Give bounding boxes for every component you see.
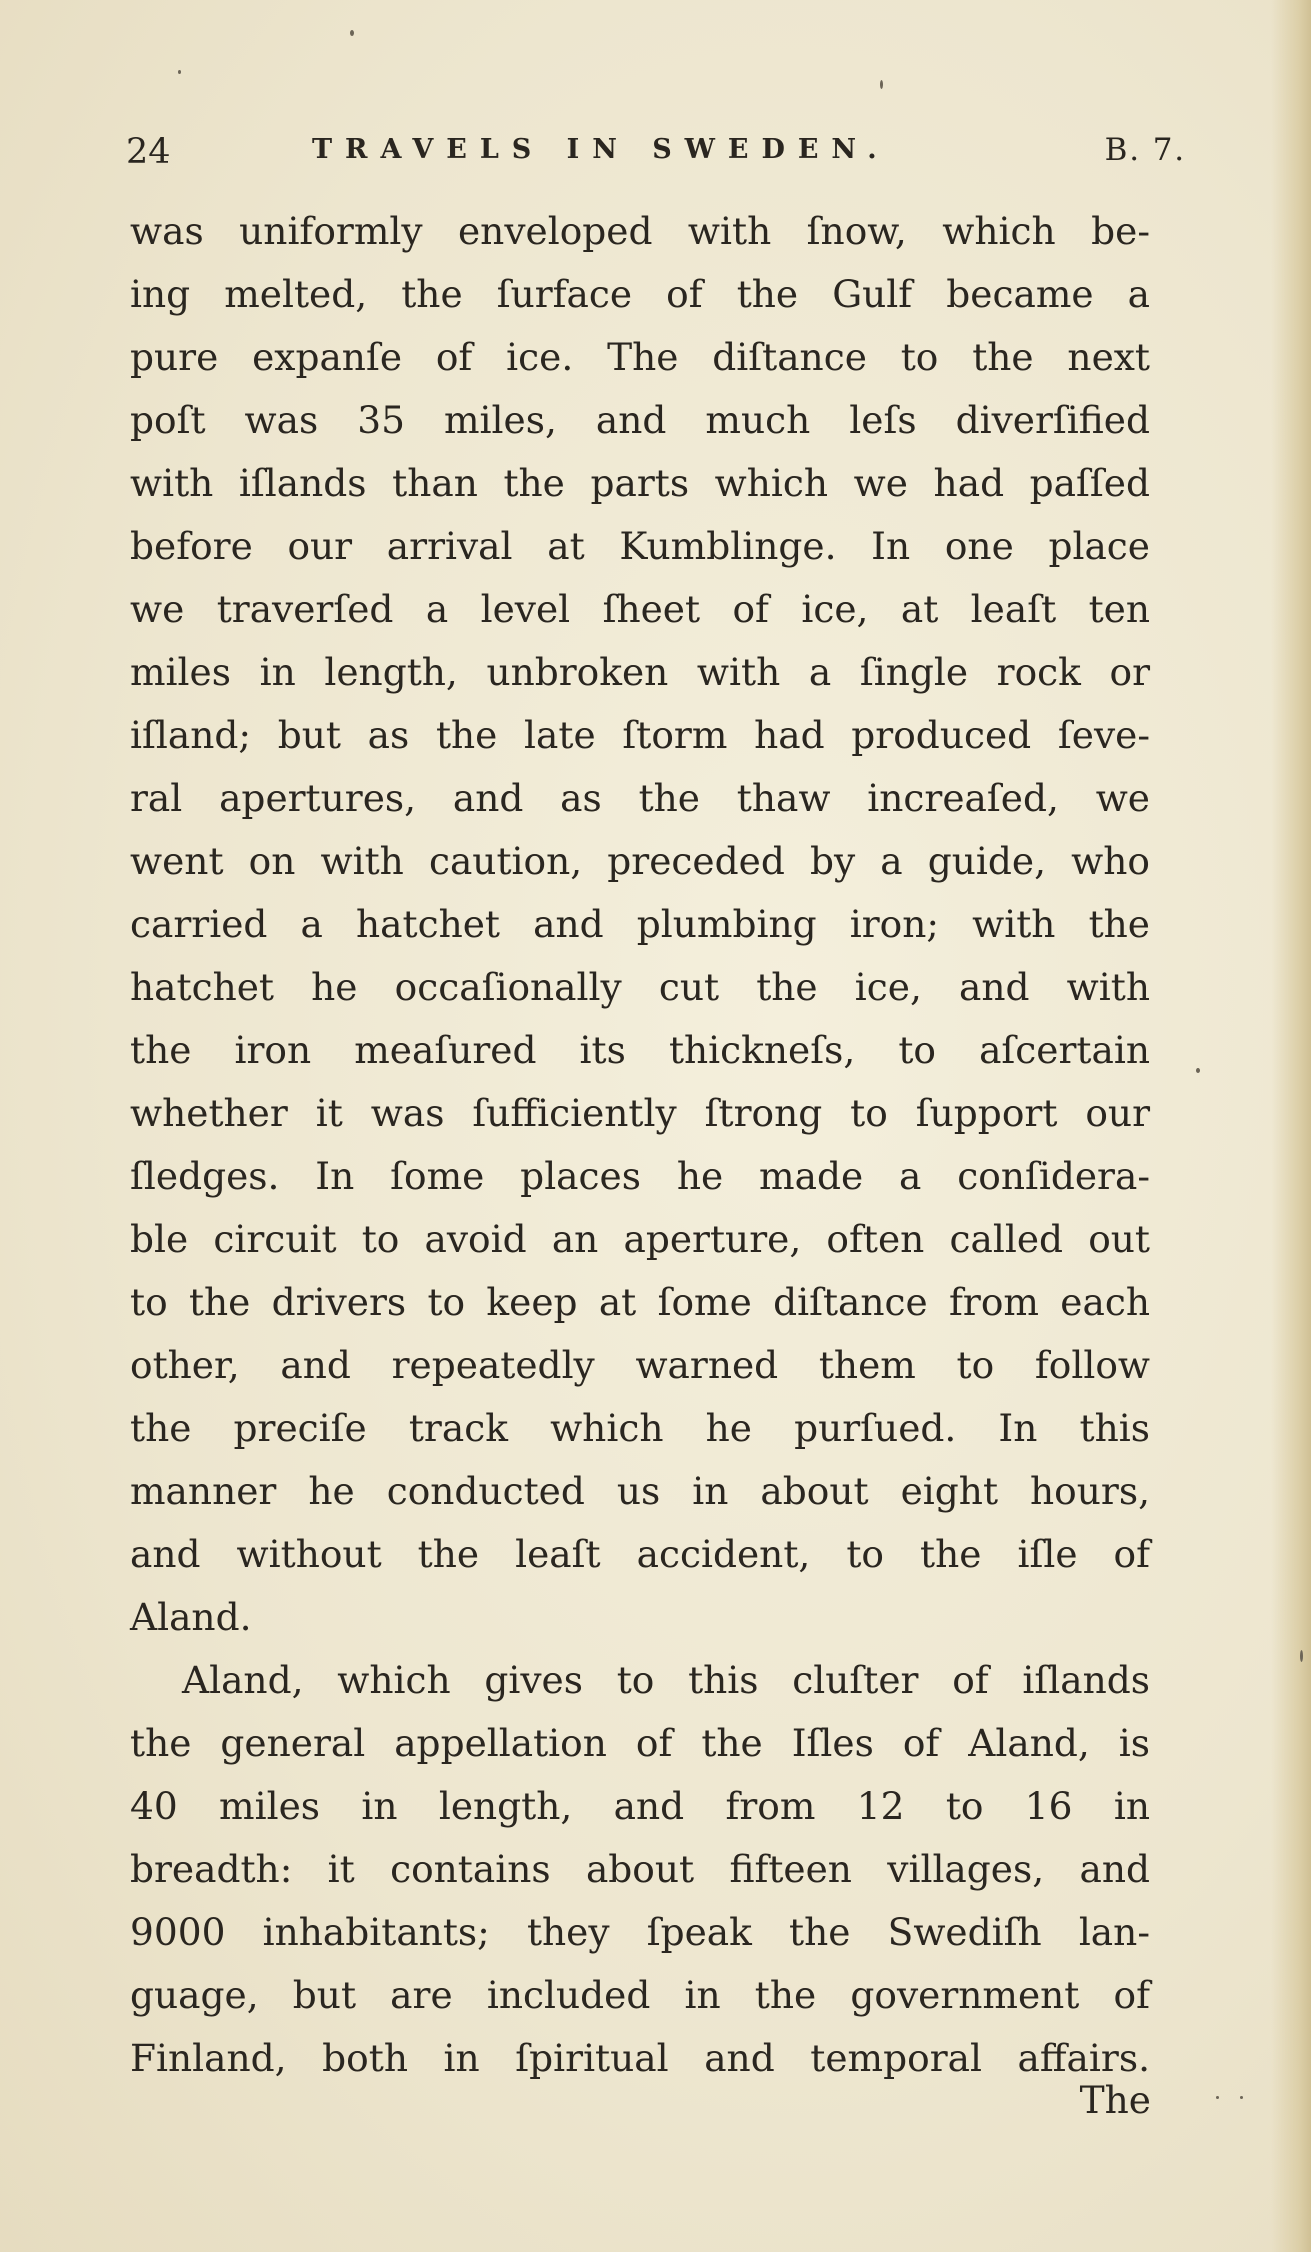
paper-speck [1240,2096,1243,2099]
text-line: the general appellation of the Iſles of Aland, is [130,1721,1150,1765]
page-edge-shadow [1271,0,1311,2252]
text-line: ing melted, the ſurface of the Gulf became a [130,272,1150,316]
text-line: the iron meaſured its thickneſs, to aſcertain [130,1028,1150,1072]
text-line: whether it was ſufficiently ſtrong to ſupport our [130,1091,1150,1135]
text-line: other, and repeatedly warned them to follow [130,1343,1150,1387]
book-reference: B. 7. [1104,132,1186,168]
paper-speck [350,30,354,36]
paragraph-end-line: Aland. [130,1595,252,1639]
paper-speck [1300,1650,1303,1662]
text-line: breadth: it contains about fifteen villages, and [130,1847,1150,1891]
text-line: guage, but are included in the government of [130,1973,1150,2017]
text-line: carried a hatchet and plumbing iron; with the [130,902,1150,946]
text-line: 9000 inhabitants; they ſpeak the Swediſh lan- [130,1910,1150,1954]
body-text [130,200,1150,2090]
text-line: ble circuit to avoid an aperture, often called out [130,1217,1150,1261]
text-line: and without the leaſt accident, to the iſle of [130,1532,1150,1576]
running-header [126,126,1186,176]
text-line: was uniformly enveloped with ſnow, which be- [130,209,1150,253]
text-line: ral apertures, and as the thaw increaſed, we [130,776,1150,820]
text-line: before our arrival at Kumblinge. In one place [130,524,1150,568]
paper-speck [1196,1068,1200,1073]
text-line: the preciſe track which he purſued. In this [130,1406,1150,1450]
text-line: we traverſed a level ſheet of ice, at leaſt ten [130,587,1150,631]
paragraph-start-line: Aland, which gives to this cluſter of iſlands [182,1658,1150,1702]
text-line: iſland; but as the late ſtorm had produced ſeve- [130,713,1150,757]
paper-speck [1216,2096,1219,2099]
paper-speck [178,70,181,74]
text-line: to the drivers to keep at ſome diſtance from each [130,1280,1150,1324]
text-line: manner he conducted us in about eight hours, [130,1469,1150,1513]
running-title: TRAVELS IN SWEDEN. [312,134,890,165]
text-line: went on with caution, preceded by a guide, who [130,839,1150,883]
text-line: poſt was 35 miles, and much leſs diverſified [130,398,1150,442]
page-number: 24 [126,132,171,172]
paper-speck [880,80,883,89]
text-line: 40 miles in length, and from 12 to 16 in [130,1784,1150,1828]
text-line: with iſlands than the parts which we had paſſed [130,461,1150,505]
text-line: hatchet he occaſionally cut the ice, and with [130,965,1150,1009]
catchword: The [1079,2078,1151,2122]
text-line: pure expanſe of ice. The diſtance to the next [130,335,1150,379]
text-line: Finland, both in ſpiritual and temporal affairs. [130,2036,1150,2080]
text-line: miles in length, unbroken with a ſingle rock or [130,650,1150,694]
text-line: ſledges. In ſome places he made a conſidera- [130,1154,1150,1198]
